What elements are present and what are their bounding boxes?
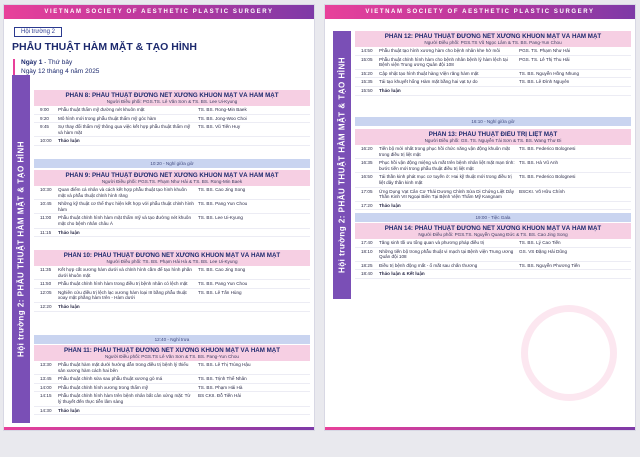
session-header xyxy=(34,345,310,361)
bottom-bar xyxy=(325,427,635,430)
session-block xyxy=(355,129,631,210)
row-speaker: GS. VS Đặng Hải Dũng xyxy=(519,248,568,254)
row-topic: Ứng Dụng Vạt Cân Cơ Thái Dương Chỉnh Sửa Di Chứng Liệt Dây Thần Kinh VII Ngoại Biên Tại Bệnh Viện Thẩm Mỹ Kangnam xyxy=(379,188,515,200)
row-speaker: TS. BS. Cao Jing Song xyxy=(198,267,246,272)
row-topic: Phẫu thuật chỉnh hình hàm cho bệnh nhân bệnh lý hàm lệch tại Bệnh viện Trung ương Quân đội 108 xyxy=(379,56,508,68)
side-band xyxy=(12,75,30,423)
session-chairs: Người Điều phối: PGS.TS Lê Văn Sơn & TS. BS. Pang-Yun Chou xyxy=(105,354,239,359)
session-block xyxy=(34,345,310,415)
row-topic: Thảo luận & Kết luận xyxy=(379,271,425,277)
row-time: 15:05 xyxy=(361,56,373,62)
row-time: 9:20 xyxy=(40,115,49,121)
session-chairs: Người Điều phối: PGS.TS. Nguyễn Quang Đức & TS. BS. Cao Jing Song xyxy=(418,232,568,237)
table-row xyxy=(34,361,310,375)
row-time: 14:50 xyxy=(361,48,373,53)
row-time: 11:50 xyxy=(40,281,52,287)
row-topic: Tái tạo khuyết hổng Hàm mặt bằng hai vạt tự do xyxy=(379,79,478,85)
row-speaker xyxy=(198,230,310,236)
row-time: 16:50 xyxy=(361,174,373,180)
session-title: PHẦN 10: PHẪU THUẬT ĐƯỜNG NÉT XƯƠNG KHUÔN MẶT VÀ HÀM MẶT xyxy=(63,252,281,259)
row-speaker: TS. BS. Pang Yun Chou xyxy=(198,201,248,207)
table-row xyxy=(34,392,310,406)
session-title: PHẦN 12: PHẪU THUẬT ĐƯỜNG NÉT XƯƠNG KHUÔN MẶT VÀ HÀM MẶT xyxy=(384,33,602,40)
session-header xyxy=(34,250,310,266)
table-row xyxy=(355,87,631,96)
row-topic: Phẫu thuật chỉnh hình hàm trong điều trị bệnh nhân có lệch mặt xyxy=(58,281,188,287)
row-time: 12:20 xyxy=(40,303,52,309)
row-speaker xyxy=(519,203,631,209)
row-time: 16:20 xyxy=(361,146,373,151)
row-speaker: TS. BS. Cao Jing Song xyxy=(198,187,246,192)
row-speaker: TS. BS. Hà Vũ Anh xyxy=(519,160,559,166)
row-speaker: TS. BS. Lee Ui-Kyung xyxy=(198,215,243,221)
row-topic: Điều trị bệnh động mắt - ổ mắt sau chấn thương xyxy=(379,262,478,268)
session-title: PHẦN 14: PHẪU THUẬT ĐƯỜNG NÉT XƯƠNG KHUÔN MẶT VÀ HÀM MẶT xyxy=(384,225,602,232)
table-row xyxy=(34,123,310,137)
watermark-logo xyxy=(521,305,617,401)
session-chairs: Người Điều phối: PGS.TS Vũ Ngọc Lâm & TS. BS. Pang-Yun Chou xyxy=(424,40,562,45)
row-time: 9:45 xyxy=(40,124,49,130)
table-row xyxy=(355,78,631,87)
row-topic: Kết hợp cắt xương hàm dưới và chỉnh hình cằm để tạo hình phần dưới khuôn mặt xyxy=(58,267,192,278)
row-speaker: TS. BS. Trịnh Thể Nhân xyxy=(198,376,247,382)
session-header xyxy=(34,170,310,186)
row-time: 15:50 xyxy=(361,87,373,93)
break-row: 19:00 - Tiệc Gala xyxy=(355,213,631,222)
day-info xyxy=(13,59,314,76)
session-block xyxy=(355,223,631,279)
table-row xyxy=(34,106,310,115)
row-speaker: TS. BS. Nguyễn Hồng Nhung xyxy=(519,70,580,76)
row-time: 14:00 xyxy=(40,384,52,390)
session-block xyxy=(34,250,310,312)
row-topic: Thảo luận xyxy=(379,202,401,208)
row-time: 11:15 xyxy=(40,229,52,235)
session-block xyxy=(355,31,631,96)
table-row xyxy=(355,159,631,173)
row-topic: Nghiên cứu điều trị lệch lạc xương hàm loại III bằng phẫu thuật xoay mặt phẳng hàm trên - Hàm dưới xyxy=(58,289,187,301)
row-speaker: TS. BS. Phạm Hải Hà xyxy=(198,384,243,390)
row-topic: Thảo luận xyxy=(58,229,80,235)
table-row xyxy=(34,200,310,214)
row-speaker: BSCKI. Võ Hữu Chính xyxy=(519,188,565,194)
break-row: 12:40 - Nghỉ trưa xyxy=(34,335,310,344)
row-time: 11:35 xyxy=(40,267,52,272)
table-row xyxy=(355,70,631,79)
table-row xyxy=(34,303,310,312)
session-block xyxy=(34,170,310,237)
row-time: 9:00 xyxy=(40,107,49,112)
table-row xyxy=(34,289,310,303)
break-row: 16:10 - Nghỉ giữa giờ xyxy=(355,117,631,126)
row-speaker xyxy=(519,88,631,94)
row-time: 13:30 xyxy=(40,362,52,367)
row-speaker: TS. BS. Rong-Min Baek xyxy=(198,107,247,112)
table-row xyxy=(34,214,310,228)
row-topic: Phẫu thuật tạo hình xương hàm cho bệnh nhân khe hở môi xyxy=(379,48,500,53)
table-row xyxy=(355,248,631,262)
table-row xyxy=(355,262,631,271)
table-row xyxy=(355,188,631,202)
break-row: 10:20 - Nghỉ giữa giờ xyxy=(34,159,310,168)
session-block xyxy=(34,90,310,146)
row-time: 17:20 xyxy=(361,202,373,208)
session-header xyxy=(355,31,631,47)
row-speaker xyxy=(198,138,310,144)
row-speaker: TS. BS. Lê Thị Trúng Hậu xyxy=(198,362,251,367)
day-name: - Thứ bảy xyxy=(42,59,73,66)
row-topic: Tái thần kinh phát mục cơ tuyến ở: Hai kỹ thuật mới trong điều trị liệt dây thần kinh mặt xyxy=(379,174,512,185)
row-topic: Sự thay đổi thẩm mỹ thông qua việc kết hợp phẫu thuật thẩm mỹ và hàm mặt xyxy=(58,124,191,135)
row-time: 15:35 xyxy=(361,79,373,85)
row-time: 13:45 xyxy=(40,376,52,382)
session-header xyxy=(34,90,310,106)
row-topic: Thảo luận xyxy=(58,407,80,413)
row-speaker: TS. BS. Federico Bolognesi xyxy=(519,174,576,180)
row-topic: Những tiến bộ trong phẫu thuật vi mạch tại Bệnh viện Trung ương Quân đội 108 xyxy=(379,248,514,260)
row-time: 12:05 xyxy=(40,289,52,295)
row-topic: Thảo luận xyxy=(58,303,80,309)
row-speaker: TS. BS. Jong-Woo Choi xyxy=(198,115,247,121)
table-row xyxy=(355,173,631,187)
row-topic: Thảo luận xyxy=(379,87,401,93)
row-time: 16:35 xyxy=(361,160,373,166)
table-row xyxy=(355,270,631,279)
row-speaker: TS. BS. Lê Đình Nguyên xyxy=(519,79,570,85)
session-header xyxy=(355,223,631,239)
day-date: Ngày 12 tháng 4 năm 2025 xyxy=(21,67,100,75)
row-speaker: PGS. TS. Lê Thị Thu Hải xyxy=(519,56,570,62)
row-topic: Phẫu thuật hàm mặt dưới hướng dẫn trong điều trị bệnh lý thiểu sản xương hàm cách hai bên xyxy=(58,362,189,373)
left-page xyxy=(3,4,315,431)
row-topic: Phẫu thuật chỉnh hình hàm mặt thẩm mỹ và tạo đường nét khuôn mặt cho bệnh nhân châu Á xyxy=(58,215,192,226)
session-chairs: Người Điều phối: GS. TS. Nguyễn Tài Sơn & TS. BS. Wang Thư Đi xyxy=(424,138,562,143)
banner: VIETNAM SOCIETY OF AESTHETIC PLASTIC SURGERY xyxy=(4,5,314,19)
table-row xyxy=(34,137,310,146)
row-time: 18:25 xyxy=(361,262,373,268)
page-title: PHẪU THUẬT HÀM MẶT & TẠO HÌNH xyxy=(12,41,197,53)
row-speaker: TS. BS. Vũ Tiến Huy xyxy=(198,124,241,130)
row-topic: Những kỹ thuật cơ thể thực hiện kết hợp với phẫu thuật chỉnh hình hàm xyxy=(58,201,194,212)
hall-tag: Hội trường 2 xyxy=(14,27,62,37)
row-time: 14:15 xyxy=(40,393,52,399)
bottom-bar xyxy=(4,427,314,430)
side-band xyxy=(333,31,351,299)
row-speaker xyxy=(198,408,310,414)
table-row xyxy=(355,56,631,70)
table-row xyxy=(34,375,310,384)
day-label: Ngày 1 xyxy=(21,59,43,66)
row-time: 17:40 xyxy=(361,240,373,245)
table-row xyxy=(34,280,310,289)
session-chairs: Người Điều phối: PGS.TS. Phạm Như Hải & TS. BS. Rong-Min Baek xyxy=(101,179,243,184)
row-topic: Cập nhật tạo hình thuật hàng Viện răng hàm mặt xyxy=(379,70,479,76)
row-speaker: TS. BS. Nguyễn Phương Tiến xyxy=(519,262,580,268)
table-row xyxy=(34,266,310,280)
table-row xyxy=(355,47,631,56)
row-speaker: TS. BS. Lý Cao Tiến xyxy=(519,240,561,245)
table-row xyxy=(355,239,631,248)
table-row xyxy=(34,115,310,124)
row-topic: Phẫu thuật chỉnh sửa sau phẫu thuật xương gò má xyxy=(58,376,163,382)
table-row xyxy=(34,407,310,416)
row-time: 14:30 xyxy=(40,407,52,413)
side-label: Hội trường 2: PHẪU THUẬT HÀM MẶT & TẠO HÌNH xyxy=(16,140,26,358)
row-topic: Tăng sinh tối ưu tổng quan và phương pháp điều trị xyxy=(379,240,485,245)
row-speaker: TS. BS. Federico Bolognesi xyxy=(519,146,576,151)
row-topic: Thảo luận xyxy=(58,138,80,144)
session-title: PHẦN 13: PHẪU THUẬT ĐIỀU TRỊ LIỆT MẶT xyxy=(428,131,558,138)
row-time: 18:10 xyxy=(361,248,373,254)
session-title: PHẦN 11: PHẪU THUẬT ĐƯỜNG NÉT XƯƠNG KHUÔN MẶT VÀ HÀM MẶT xyxy=(63,347,281,354)
row-time: 15:20 xyxy=(361,70,373,76)
row-topic: Phục hồi vận động miệng và mắt trên bệnh nhân liệt mặt mạn tính: bước tiến mới trong phẫu thuật điều trị liệt mặt xyxy=(379,160,515,171)
row-topic: Phẫu thuật chỉnh hình hàm trên bệnh nhân bất cân xứng mặt: Từ lý thuyết đến thực tiễn lâm sàng xyxy=(58,393,191,404)
row-time: 18:40 xyxy=(361,271,373,277)
row-speaker xyxy=(198,304,310,310)
session-title: PHẦN 8: PHẪU THUẬT ĐƯỜNG NÉT XƯƠNG KHUÔN MẶT VÀ HÀM MẶT xyxy=(65,92,279,99)
row-topic: Tiến bộ mới nhất trong phục hồi chức năng vận động khuôn mặt trong điều trị liệt mặt xyxy=(379,146,510,157)
table-row xyxy=(34,384,310,393)
table-row xyxy=(355,145,631,159)
table-row xyxy=(34,229,310,238)
row-topic: Phẫu thuật thẩm mỹ đường nét khuôn mặt xyxy=(58,107,145,112)
row-topic: Phẫu thuật chỉnh hình xương trong thẩm mỹ xyxy=(58,384,149,390)
row-speaker: BS CKII. Đỗ Tiến Hải xyxy=(198,393,241,399)
table-row xyxy=(355,202,631,211)
session-header xyxy=(355,129,631,145)
row-time: 10:30 xyxy=(40,187,52,192)
row-topic: Mô hình mới trong phẫu thuật thẩm mỹ góc hàm xyxy=(58,115,157,121)
row-speaker: TS. BS. Pang Yun Chou xyxy=(198,281,248,287)
banner: VIETNAM SOCIETY OF AESTHETIC PLASTIC SURGERY xyxy=(325,5,635,19)
session-chairs: Người Điều phối: TS. BS. Phạm Hải Hà & TS. BS. Lee Ui-Kyung xyxy=(106,259,238,264)
row-time: 17:05 xyxy=(361,188,373,194)
table-row xyxy=(34,186,310,200)
row-time: 11:00 xyxy=(40,215,52,221)
row-time: 10:45 xyxy=(40,201,52,207)
side-label: Hội trường 2: PHẪU THUẬT HÀM MẶT & TẠO HÌNH xyxy=(337,56,347,274)
row-speaker xyxy=(519,271,631,277)
row-speaker: TS. BS. Lê Tấn Hùng xyxy=(198,289,242,295)
session-chairs: Người Điều phối: PGS.TS. Lê Văn Sơn & TS. BS. Lee Ui-Kyung xyxy=(106,99,238,104)
row-time: 10:00 xyxy=(40,138,52,144)
row-speaker: PGS. TS. Phạm Như Hải xyxy=(519,48,570,53)
row-topic: Quan điểm cá nhân và cách kết hợp phẫu thuật tạo hình khuôn mặt và phẫu thuật chỉnh hình răng xyxy=(58,187,187,198)
right-page xyxy=(324,4,636,431)
session-title: PHẦN 9: PHẪU THUẬT ĐƯỜNG NÉT XƯƠNG KHUÔN MẶT VÀ HÀM MẶT xyxy=(65,172,279,179)
